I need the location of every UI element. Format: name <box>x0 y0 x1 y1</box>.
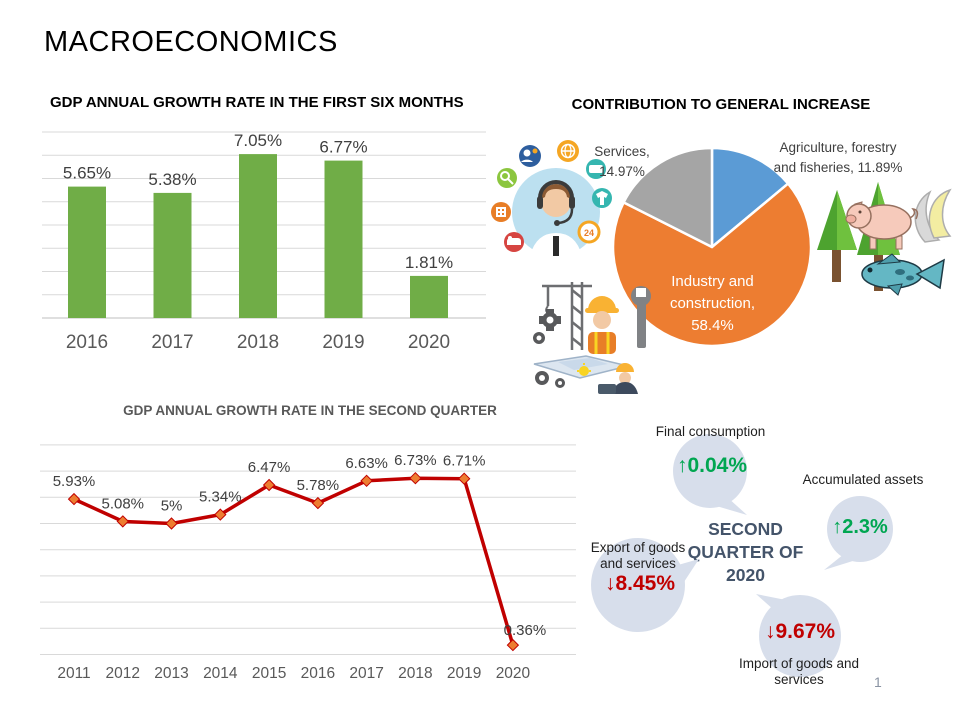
x-axis-label: 2019 <box>322 332 365 353</box>
pie-label-services-line1: Services, <box>594 144 650 159</box>
import-label: Import of goods and services <box>738 656 860 687</box>
quarter-heading-line1: SECOND <box>708 519 783 539</box>
line-marker <box>166 518 177 529</box>
x-axis-label: 2020 <box>407 332 451 353</box>
pie-label-agriculture-line1: Agriculture, forestry <box>779 140 897 155</box>
x-axis-label: 2020 <box>495 665 531 682</box>
pie-label-industry-line3: 58.4% <box>691 317 734 334</box>
export-label: Export of goods and services <box>590 540 686 571</box>
line-value-label: 5% <box>160 497 183 515</box>
import-value: ↓9.67% <box>764 620 836 643</box>
line-value-label: 6.63% <box>345 454 388 472</box>
x-axis-label: 2015 <box>251 665 287 682</box>
line-chart-title: GDP ANNUAL GROWTH RATE IN THE SECOND QUARTER <box>123 403 497 418</box>
x-axis-label: 2013 <box>154 665 189 682</box>
pie-label-agriculture-line2: and fisheries, 11.89% <box>773 160 903 175</box>
x-axis-label: 2014 <box>203 665 238 682</box>
line-marker <box>312 498 323 509</box>
line-marker <box>410 473 421 484</box>
bar <box>154 193 192 318</box>
accumulated-assets-value: ↑2.3% <box>832 516 888 538</box>
bar <box>410 276 448 318</box>
line-marker <box>69 494 80 505</box>
pie-label-services <box>572 142 672 182</box>
line-value-label: 0.36% <box>503 622 547 640</box>
bar-value-label: 6.77% <box>319 137 368 157</box>
line-marker <box>117 516 128 527</box>
accumulated-assets-label: Accumulated assets <box>802 472 924 487</box>
page-title: MACROECONOMICS <box>44 26 338 58</box>
export-value: ↓8.45% <box>604 572 676 595</box>
line-value-label: 5.93% <box>52 473 96 491</box>
x-axis-label: 2016 <box>300 665 336 682</box>
line-value-label: 6.47% <box>247 458 291 476</box>
pie-label-services-line2: 14.97% <box>599 164 645 179</box>
bar <box>68 187 106 318</box>
x-axis-label: 2019 <box>446 665 482 682</box>
x-axis-label: 2018 <box>236 332 280 353</box>
x-axis-label: 2012 <box>105 665 141 682</box>
bar-value-label: 5.65% <box>62 163 112 183</box>
pie-label-agriculture <box>765 138 911 178</box>
line-chart <box>30 425 590 690</box>
pie-chart-title: CONTRIBUTION TO GENERAL INCREASE <box>571 96 871 113</box>
svg-text:24: 24 <box>583 228 595 238</box>
pie-label-industry-line1: Industry and <box>671 273 754 290</box>
bar-value-label: 5.38% <box>148 169 197 189</box>
line-marker <box>459 473 470 484</box>
line-value-label: 5.78% <box>296 477 340 495</box>
x-axis-label: 2016 <box>65 332 109 353</box>
final-consumption-label: Final consumption <box>655 424 766 439</box>
agriculture-forestry-fisheries-clipart-icon <box>812 180 960 312</box>
x-axis-label: 2017 <box>349 665 384 682</box>
line-marker <box>361 475 372 486</box>
line-value-label: 6.73% <box>394 452 437 470</box>
x-axis-label: 2017 <box>151 332 194 353</box>
x-axis-label: 2018 <box>398 665 433 682</box>
quarter-heading-line2: QUARTER OF <box>687 542 804 562</box>
line-value-label: 5.34% <box>199 488 242 506</box>
line-marker <box>507 640 518 651</box>
pie-label-industry-line2: construction, <box>669 295 756 312</box>
line-value-label: 5.08% <box>101 495 145 513</box>
bar-value-label: 7.05% <box>233 131 283 151</box>
line-value-label: 6.71% <box>442 452 486 470</box>
bar <box>239 154 277 318</box>
quarter-heading-line3: 2020 <box>726 565 765 585</box>
bar-value-label: 1.81% <box>404 252 454 272</box>
bar <box>325 161 363 318</box>
bar-chart-title: GDP ANNUAL GROWTH RATE IN THE FIRST SIX MONTHS <box>50 94 464 111</box>
final-consumption-value: ↑0.04% <box>676 454 748 477</box>
x-axis-label: 2011 <box>57 665 91 682</box>
pie-label-industry <box>630 271 795 337</box>
bar-chart <box>38 126 488 356</box>
page-number: 1 <box>874 674 882 690</box>
